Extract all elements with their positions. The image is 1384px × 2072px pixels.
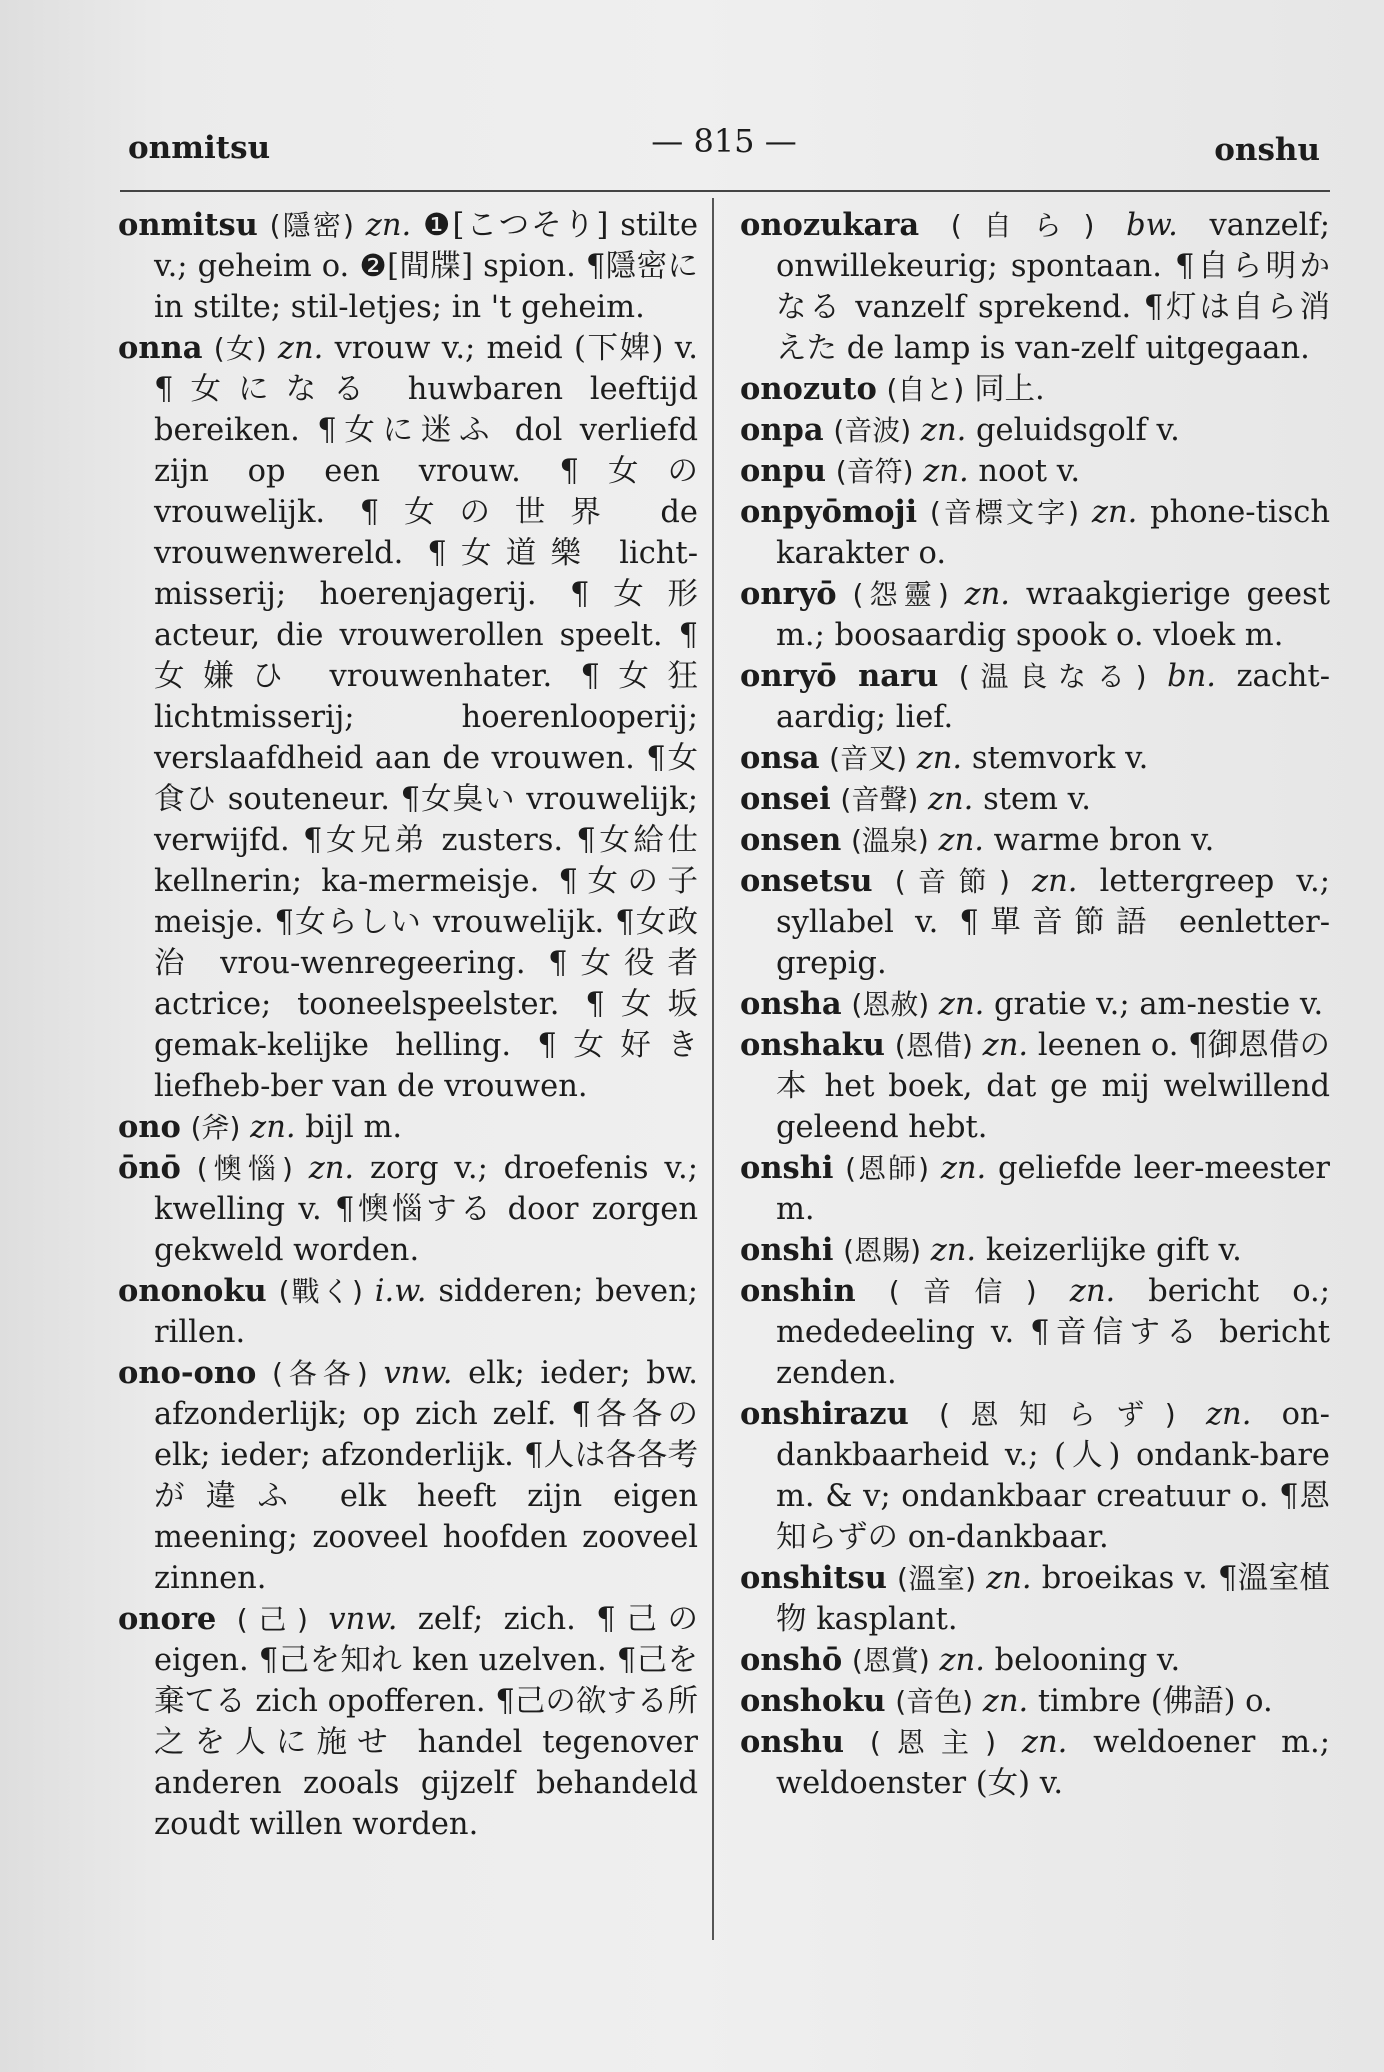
dictionary-entry xyxy=(740,574,1330,656)
dictionary-entry xyxy=(740,205,1330,369)
part-of-speech: zn. xyxy=(927,782,974,817)
headword: onshitsu xyxy=(740,1560,887,1596)
japanese-form: (音標文字) xyxy=(929,496,1080,529)
left-column xyxy=(118,205,698,1845)
japanese-form: (自と) xyxy=(886,373,965,406)
part-of-speech: zn. xyxy=(938,823,984,858)
japanese-form: (音波) xyxy=(833,414,912,447)
definition: zacht-aardig; lief. xyxy=(776,659,1330,735)
part-of-speech: zn. xyxy=(938,987,985,1022)
definition: geliefde leer-meester m. xyxy=(776,1151,1330,1227)
dictionary-entry xyxy=(118,328,698,1107)
part-of-speech: bn. xyxy=(1167,659,1216,694)
dictionary-entry xyxy=(118,1107,698,1148)
headword: onpyōmoji xyxy=(740,494,918,530)
definition: stem v. xyxy=(983,782,1091,817)
headword: onshi xyxy=(740,1232,834,1268)
dictionary-entry xyxy=(740,1640,1330,1681)
dictionary-entry xyxy=(740,984,1330,1025)
header-rule xyxy=(120,190,1330,192)
headword: onpu xyxy=(740,453,827,489)
japanese-form: (懊惱) xyxy=(196,1152,293,1185)
part-of-speech: zn. xyxy=(930,1233,977,1268)
dictionary-entry xyxy=(740,369,1330,410)
japanese-form: (恩賜) xyxy=(843,1234,922,1267)
part-of-speech: zn. xyxy=(277,331,324,366)
japanese-form: (音節) xyxy=(894,865,1010,898)
japanese-form: (恩賞) xyxy=(851,1644,930,1677)
part-of-speech: zn. xyxy=(250,1110,296,1145)
headword: onshirazu xyxy=(740,1396,909,1432)
part-of-speech: zn. xyxy=(964,577,1011,612)
part-of-speech: zn. xyxy=(986,1561,1032,1596)
headword: onsetsu xyxy=(740,863,873,899)
definition: zelf; zich. ¶己の eigen. ¶己を知れ ken uzelven. ¶己を棄てる zich opofferen. ¶己の欲する所之を人に施せ handel tegenover anderen zooals gijzelf behandeld zoudt willen worden. xyxy=(154,1602,699,1842)
dictionary-entry xyxy=(740,1722,1330,1804)
headword: ono-ono xyxy=(118,1355,257,1391)
definition: sidderen; beven; rillen. xyxy=(154,1274,699,1350)
dictionary-entry xyxy=(118,1353,698,1599)
dictionary-entry xyxy=(740,738,1330,779)
japanese-form: (溫泉) xyxy=(850,824,929,857)
part-of-speech: zn. xyxy=(365,208,412,243)
japanese-form: (己) xyxy=(236,1603,308,1636)
japanese-form: (温良なる) xyxy=(958,660,1147,693)
japanese-form: (音聲) xyxy=(840,783,919,816)
headword: onna xyxy=(118,330,203,366)
japanese-form: (斧) xyxy=(190,1111,241,1144)
definition: gratie v.; am-nestie v. xyxy=(994,987,1324,1022)
japanese-form: (各各) xyxy=(272,1357,368,1390)
dictionary-entry xyxy=(740,492,1330,574)
headword: onore xyxy=(118,1601,217,1637)
dictionary-entry xyxy=(740,656,1330,738)
dictionary-entry xyxy=(740,1230,1330,1271)
part-of-speech: zn. xyxy=(916,741,963,776)
japanese-form: (音色) xyxy=(895,1685,974,1718)
headword: onshoku xyxy=(740,1683,886,1719)
headword: onshu xyxy=(740,1724,845,1760)
dictionary-entry xyxy=(118,1271,698,1353)
definition: belooning v. xyxy=(994,1643,1181,1678)
column-divider xyxy=(712,198,714,1940)
definition: ❶[こつそり] stilte v.; geheim o. ❷[間牒] spion. ¶隱密に in stilte; stil-letjes; in 't geheim. xyxy=(154,208,698,325)
definition: vrouw v.; meid (下婢) v. ¶女になる huwbaren leeftijd bereiken. ¶女に迷ふ dol verliefd zijn op een vrouw. ¶女の vrouwelijk. ¶女の世界 de vrouwenwereld. ¶女道樂 licht-misserij; hoerenjagerij. ¶女形 acteur, die vrouwerollen speelt. ¶女嫌ひ vrouwenhater. ¶女狂 lichtmisserij; hoerenlooperij; verslaafdheid aan de vrouwen. ¶女食ひ souteneur. ¶女臭い vrouwelijk; verwijfd. ¶女兄弟 zusters. ¶女給仕 kellnerin; ka-mermeisje. ¶女の子 meisje. ¶女らしい vrouwelijk. ¶女政治 vrou-wenregeering. ¶女役者 actrice; tooneelspeelster. ¶女坂 gemak-kelijke helling. ¶女好き liefheb-ber van de vrouwen. xyxy=(154,331,699,1104)
part-of-speech: zn. xyxy=(1091,495,1138,530)
headword: onshaku xyxy=(740,1027,885,1063)
headword: onryō naru xyxy=(740,658,939,694)
headword: onshō xyxy=(740,1642,843,1678)
headword: onsen xyxy=(740,822,842,858)
part-of-speech: zn. xyxy=(1021,1725,1068,1760)
japanese-form: (溫室) xyxy=(897,1562,977,1595)
part-of-speech: vnw. xyxy=(383,1356,453,1391)
headword: onryō xyxy=(740,576,837,612)
definition: zorg v.; droefenis v.; kwelling v. ¶懊惱する door zorgen gekweld worden. xyxy=(154,1151,698,1268)
headword: ono xyxy=(118,1109,181,1145)
headword: onsha xyxy=(740,986,842,1022)
japanese-form: (恩知らず) xyxy=(939,1398,1176,1431)
japanese-form: (恩赦) xyxy=(851,988,930,1021)
dictionary-entry xyxy=(740,1681,1330,1722)
japanese-form: (隱密) xyxy=(269,209,354,242)
headword: onozukara xyxy=(740,207,920,243)
part-of-speech: zn. xyxy=(923,454,969,489)
part-of-speech: zn. xyxy=(308,1151,355,1186)
headword: onpa xyxy=(740,412,824,448)
headword: onozuto xyxy=(740,371,877,407)
dictionary-entry xyxy=(740,1148,1330,1230)
definition: bericht o.; mededeeling v. ¶音信する bericht zenden. xyxy=(776,1274,1331,1391)
japanese-form: (恩主) xyxy=(869,1726,997,1759)
headword: onsa xyxy=(740,740,820,776)
part-of-speech: zn. xyxy=(939,1643,985,1678)
definition: wraakgierige geest m.; boosaardig spook o. vloek m. xyxy=(776,577,1330,653)
definition: bijl m. xyxy=(305,1110,403,1145)
definition: on-dankbaarheid v.; (人) ondank-bare m. & v; ondankbaar creatuur o. ¶恩知らずの on-dankbaar. xyxy=(776,1397,1330,1555)
dictionary-entry xyxy=(740,861,1330,984)
japanese-form: (音信) xyxy=(888,1275,1037,1308)
part-of-speech: zn. xyxy=(1032,864,1078,899)
definition: vanzelf; onwillekeurig; spontaan. ¶自ら明かなる vanzelf sprekend. ¶灯は自ら消えた de lamp is van-zelf uitgegaan. xyxy=(776,208,1330,366)
definition: phone-tisch karakter o. xyxy=(776,495,1330,571)
dictionary-entry xyxy=(740,410,1330,451)
japanese-form: (怨靈) xyxy=(852,578,949,611)
dictionary-entry xyxy=(740,820,1330,861)
definition: elk; ieder; bw. afzonderlijk; op zich zelf. ¶各各の elk; ieder; afzonderlijk. ¶人は各各考が違ふ elk heeft zijn eigen meening; zooveel hoofden zooveel zinnen. xyxy=(154,1356,698,1596)
headword: onshin xyxy=(740,1273,856,1309)
dictionary-entry xyxy=(118,1148,698,1271)
dictionary-entry xyxy=(740,1558,1330,1640)
dictionary-entry xyxy=(740,451,1330,492)
japanese-form: (戰く) xyxy=(278,1275,363,1308)
definition: stemvork v. xyxy=(971,741,1149,776)
headword: onshi xyxy=(740,1150,834,1186)
definition: geluidsgolf v. xyxy=(976,413,1180,448)
japanese-form: (自ら) xyxy=(950,209,1095,242)
dictionary-entry xyxy=(740,779,1330,820)
part-of-speech: zn. xyxy=(1205,1397,1252,1432)
definition: timbre (佛語) o. xyxy=(1037,1684,1273,1719)
header-left-guide-word: onmitsu xyxy=(128,130,271,166)
part-of-speech: zn. xyxy=(982,1684,1029,1719)
part-of-speech: zn. xyxy=(982,1028,1029,1063)
headword: ononoku xyxy=(118,1273,267,1309)
page-number: — 815 — xyxy=(651,122,797,160)
definition: leenen o. ¶御恩借の本 het boek, dat ge mij welwillend geleend hebt. xyxy=(776,1028,1330,1145)
dictionary-entry xyxy=(740,1394,1330,1558)
definition: 同上. xyxy=(974,372,1045,407)
running-head xyxy=(128,122,1320,172)
header-right-guide-word: onshu xyxy=(1214,132,1320,168)
japanese-form: (音符) xyxy=(835,455,914,488)
definition: broeikas v. ¶溫室植物 kasplant. xyxy=(776,1561,1330,1637)
dictionary-entry xyxy=(118,205,698,328)
headword: onmitsu xyxy=(118,207,258,243)
japanese-form: (音叉) xyxy=(829,742,908,775)
headword: ōnō xyxy=(118,1150,181,1186)
dictionary-entry xyxy=(740,1271,1330,1394)
japanese-form: (恩借) xyxy=(894,1029,973,1062)
part-of-speech: zn. xyxy=(940,1151,987,1186)
part-of-speech: zn. xyxy=(920,413,967,448)
japanese-form: (女) xyxy=(213,332,267,365)
headword: onsei xyxy=(740,781,831,817)
japanese-form: (恩師) xyxy=(845,1152,930,1185)
definition: keizerlijke gift v. xyxy=(985,1233,1242,1268)
dictionary-entry xyxy=(740,1025,1330,1148)
definition: noot v. xyxy=(978,454,1081,489)
part-of-speech: i.w. xyxy=(374,1274,427,1309)
part-of-speech: zn. xyxy=(1069,1274,1116,1309)
dictionary-entry xyxy=(118,1599,698,1845)
right-column xyxy=(740,205,1330,1804)
definition: warme bron v. xyxy=(993,823,1215,858)
definition: weldoener m.; weldoenster (女) v. xyxy=(776,1725,1331,1801)
part-of-speech: bw. xyxy=(1126,208,1178,243)
definition: lettergreep v.; syllabel v. ¶單音節語 eenletter-grepig. xyxy=(776,864,1331,981)
part-of-speech: vnw. xyxy=(328,1602,398,1637)
